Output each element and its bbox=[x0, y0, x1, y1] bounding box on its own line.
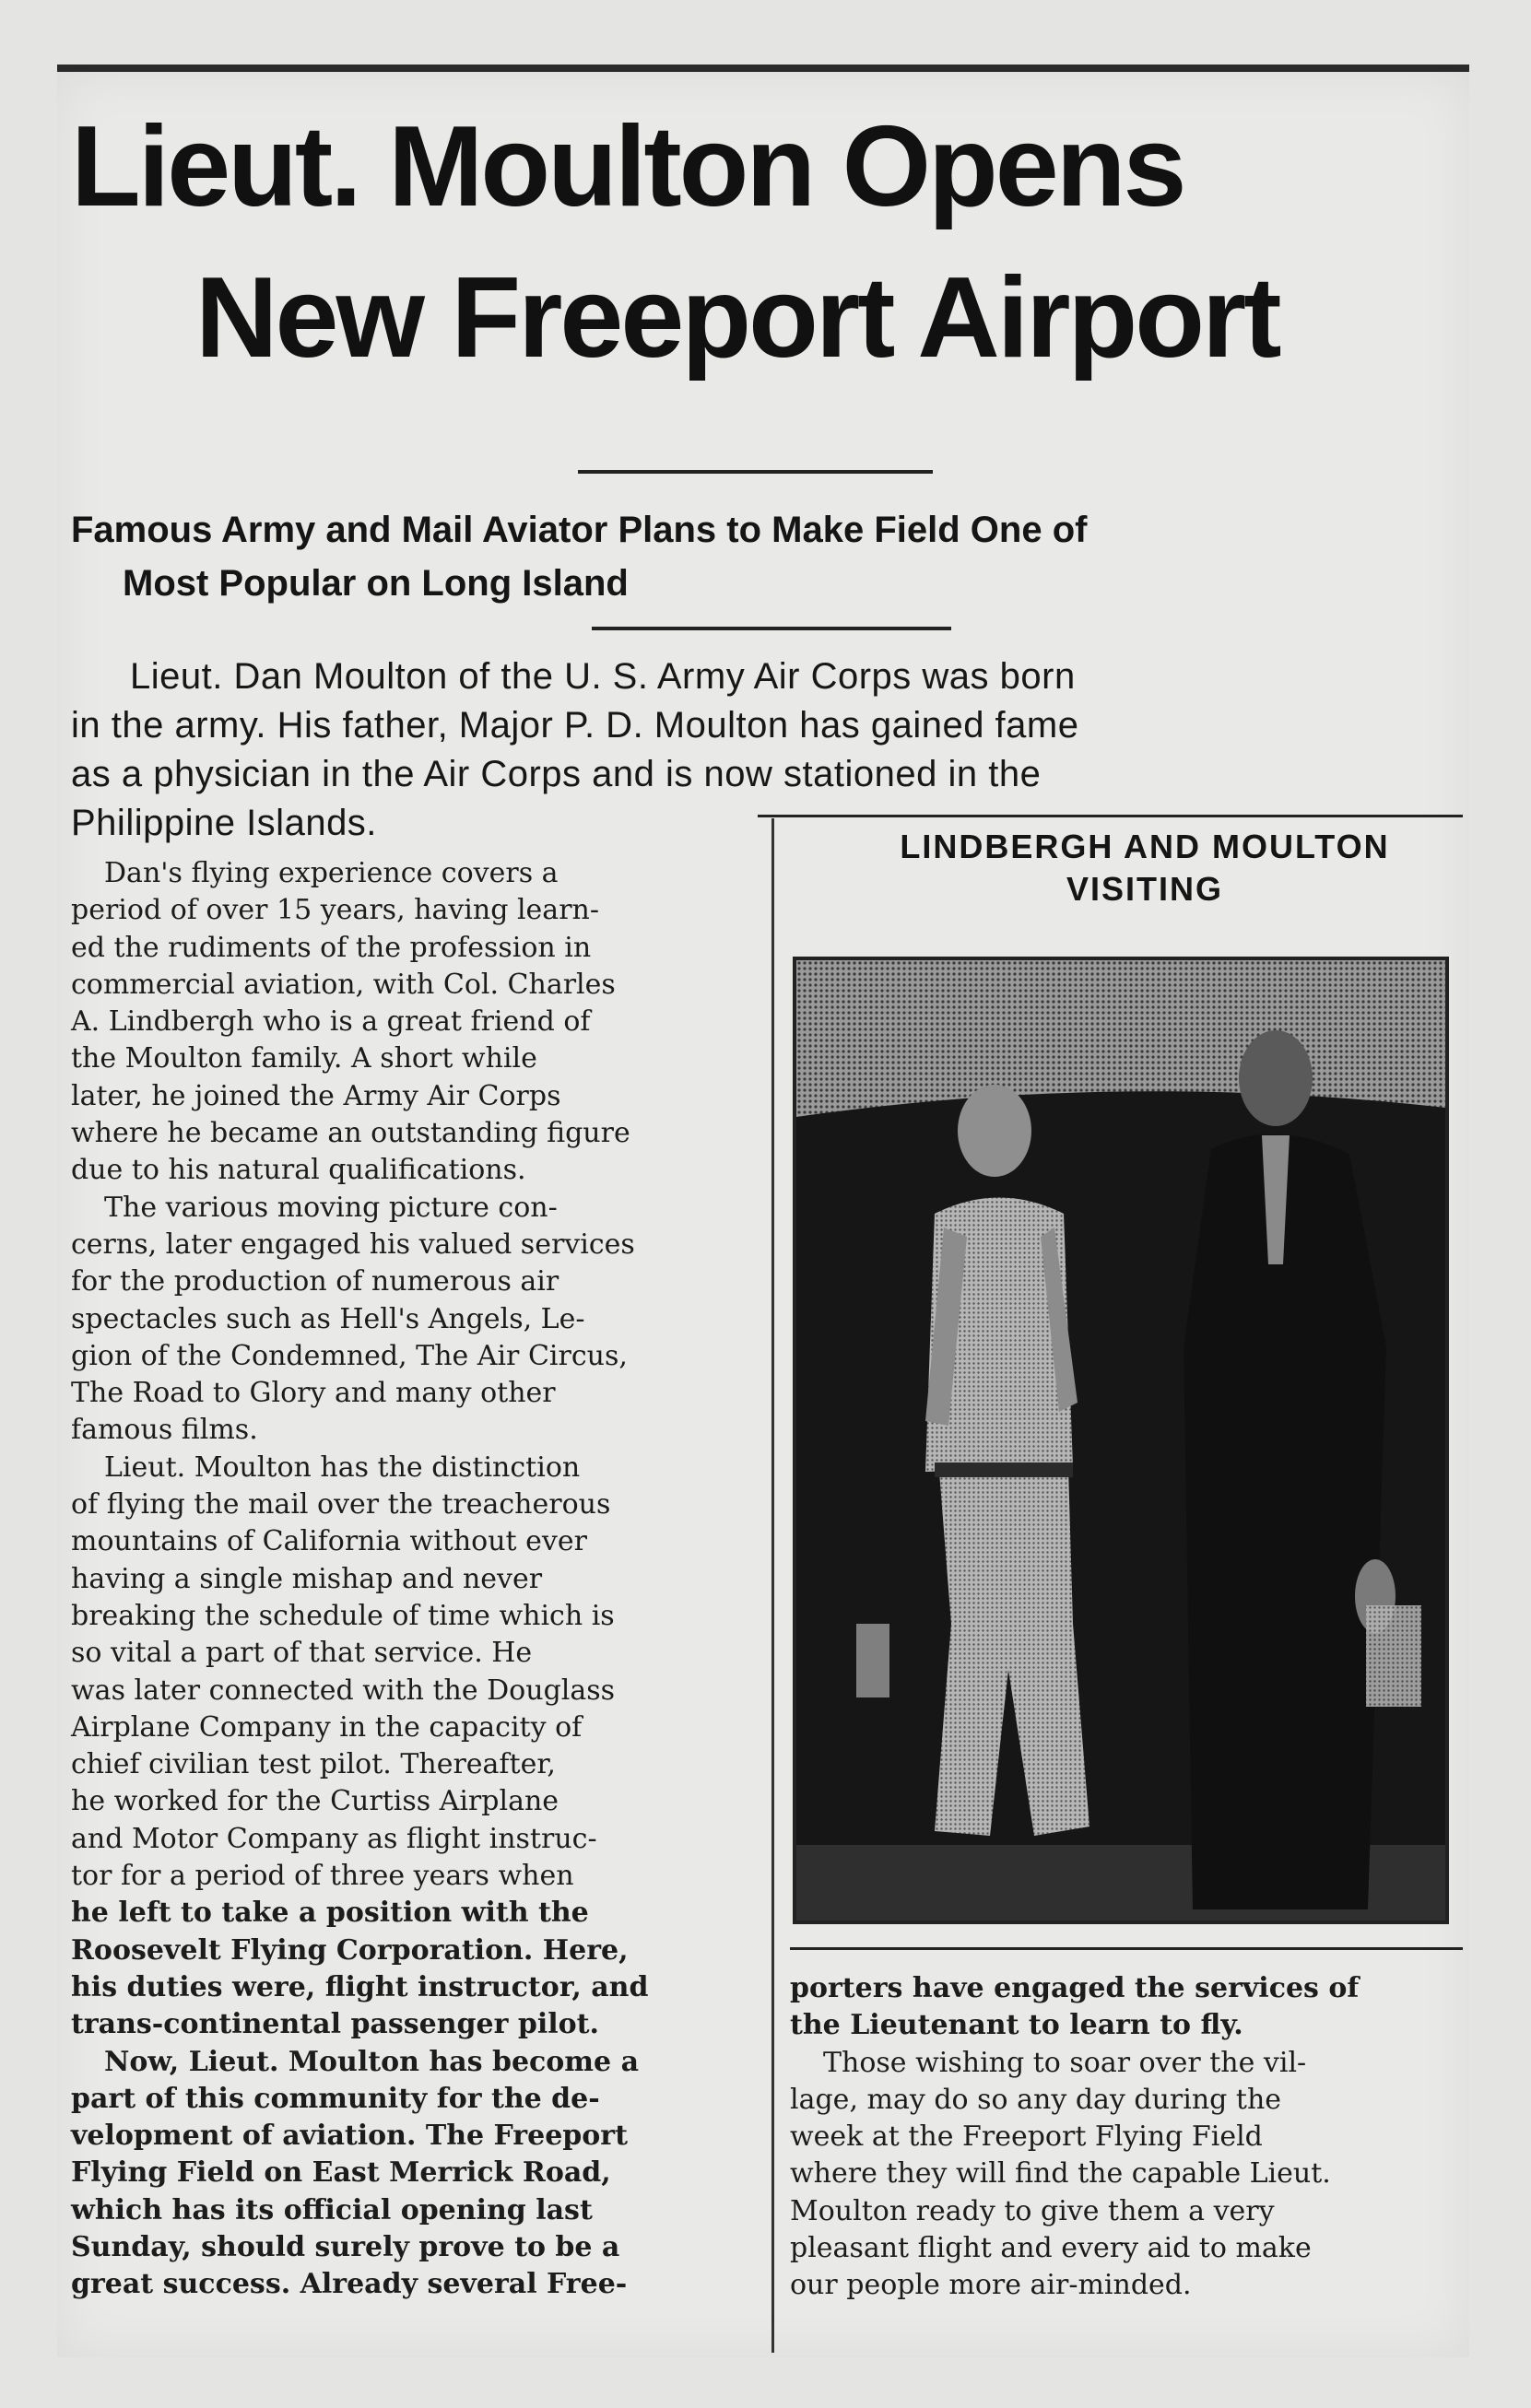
lead-paragraph bbox=[71, 652, 1458, 848]
headline-line-2: New Freeport Airport bbox=[195, 254, 1279, 382]
subhead-divider bbox=[592, 627, 951, 630]
body-line: was later connected with the Douglass bbox=[71, 1674, 616, 1707]
body-line: where they will find the capable Lieut. bbox=[790, 2157, 1331, 2191]
photo-caption-line-2: VISITING bbox=[1066, 870, 1224, 908]
body-line: velopment of aviation. The Freeport bbox=[71, 2120, 628, 2153]
body-line: having a single mishap and never bbox=[71, 1562, 543, 1595]
photo-caption-line-1: LINDBERGH AND MOULTON bbox=[900, 828, 1390, 865]
body-line: The Road to Glory and many other bbox=[71, 1377, 556, 1410]
continuation-rule bbox=[790, 1947, 1463, 1950]
body-line: part of this community for the de- bbox=[71, 2082, 600, 2115]
body-line: spectacles such as Hell's Angels, Le- bbox=[71, 1302, 585, 1335]
body-line: great success. Already several Free- bbox=[71, 2268, 628, 2301]
body-line: due to his natural qualifications. bbox=[71, 1154, 526, 1187]
body-line: period of over 15 years, having learn- bbox=[71, 894, 599, 927]
body-line: later, he joined the Army Air Corps bbox=[71, 1079, 561, 1112]
lead-line: Philippine Islands. bbox=[71, 803, 377, 843]
body-line: lage, may do so any day during the bbox=[790, 2083, 1282, 2116]
news-photo bbox=[793, 957, 1449, 1924]
body-line: for the production of numerous air bbox=[71, 1265, 559, 1298]
body-line: which has its official opening last bbox=[71, 2193, 593, 2226]
body-line: and Motor Company as flight instruc- bbox=[71, 1822, 597, 1855]
column-divider bbox=[771, 818, 774, 2353]
subheadline-line-2: Most Popular on Long Island bbox=[123, 563, 629, 604]
subheadline-line-1: Famous Army and Mail Aviator Plans to Make Field One of bbox=[71, 510, 1088, 550]
body-line: Flying Field on East Merrick Road, bbox=[71, 2156, 611, 2190]
body-line: his duties were, flight instructor, and bbox=[71, 1970, 649, 2003]
body-line: he left to take a position with the bbox=[71, 1897, 589, 1930]
body-line: Airplane Company in the capacity of bbox=[71, 1710, 583, 1744]
body-line: famous films. bbox=[71, 1414, 258, 1447]
body-line: ed the rudiments of the profession in bbox=[71, 931, 592, 964]
newspaper-clipping bbox=[57, 65, 1469, 2357]
body-line: he worked for the Curtiss Airplane bbox=[71, 1785, 559, 1818]
lead-line: as a physician in the Air Corps and is now stationed in the bbox=[71, 754, 1042, 794]
body-line: mountains of California without ever bbox=[71, 1525, 587, 1558]
body-line: the Moulton family. A short while bbox=[71, 1042, 537, 1075]
body-line: the Lieutenant to learn to fly. bbox=[790, 2009, 1243, 2042]
body-line: Sunday, should surely prove to be a bbox=[71, 2230, 620, 2263]
body-line: gion of the Condemned, The Air Circus, bbox=[71, 1339, 628, 1372]
body-line: Moulton ready to give them a very bbox=[790, 2194, 1275, 2227]
photo-caption bbox=[785, 826, 1504, 910]
body-line: Lieut. Moulton has the distinction bbox=[104, 1451, 581, 1484]
subheadline bbox=[71, 503, 1463, 610]
body-line: week at the Freeport Flying Field bbox=[790, 2120, 1263, 2154]
body-line: The various moving picture con- bbox=[104, 1191, 558, 1224]
body-line: A. Lindbergh who is a great friend of bbox=[71, 1005, 591, 1039]
body-line: trans-continental passenger pilot. bbox=[71, 2008, 599, 2041]
body-line: Now, Lieut. Moulton has become a bbox=[104, 2045, 640, 2078]
right-column-text bbox=[790, 1970, 1463, 2305]
body-line: porters have engaged the services of bbox=[790, 1972, 1360, 2004]
body-line: of flying the mail over the treacherous bbox=[71, 1488, 611, 1521]
headline-line-1: Lieut. Moulton Opens bbox=[71, 103, 1184, 230]
body-line: commercial aviation, with Col. Charles bbox=[71, 968, 616, 1001]
left-column-text bbox=[71, 855, 762, 2304]
body-line: Dan's flying experience covers a bbox=[104, 857, 559, 889]
photo-image bbox=[796, 960, 1445, 1921]
body-line: Roosevelt Flying Corporation. Here, bbox=[71, 1933, 629, 1967]
body-line: Those wishing to soar over the vil- bbox=[823, 2046, 1307, 2079]
body-line: breaking the schedule of time which is bbox=[71, 1599, 615, 1632]
lead-line: in the army. His father, Major P. D. Moulton has gained fame bbox=[71, 705, 1079, 746]
body-line: cerns, later engaged his valued services bbox=[71, 1227, 635, 1261]
body-line: pleasant flight and every aid to make bbox=[790, 2232, 1312, 2265]
body-line: so vital a part of that service. He bbox=[71, 1637, 533, 1670]
body-line: chief civilian test pilot. Thereafter, bbox=[71, 1748, 556, 1781]
headline-divider bbox=[578, 470, 933, 474]
body-line: tor for a period of three years when bbox=[71, 1860, 574, 1893]
body-line: where he became an outstanding figure bbox=[71, 1117, 630, 1150]
body-line: our people more air-minded. bbox=[790, 2269, 1192, 2302]
photo-section-rule bbox=[758, 815, 1463, 817]
lead-line: Lieut. Dan Moulton of the U. S. Army Air Corps was born bbox=[130, 656, 1076, 697]
